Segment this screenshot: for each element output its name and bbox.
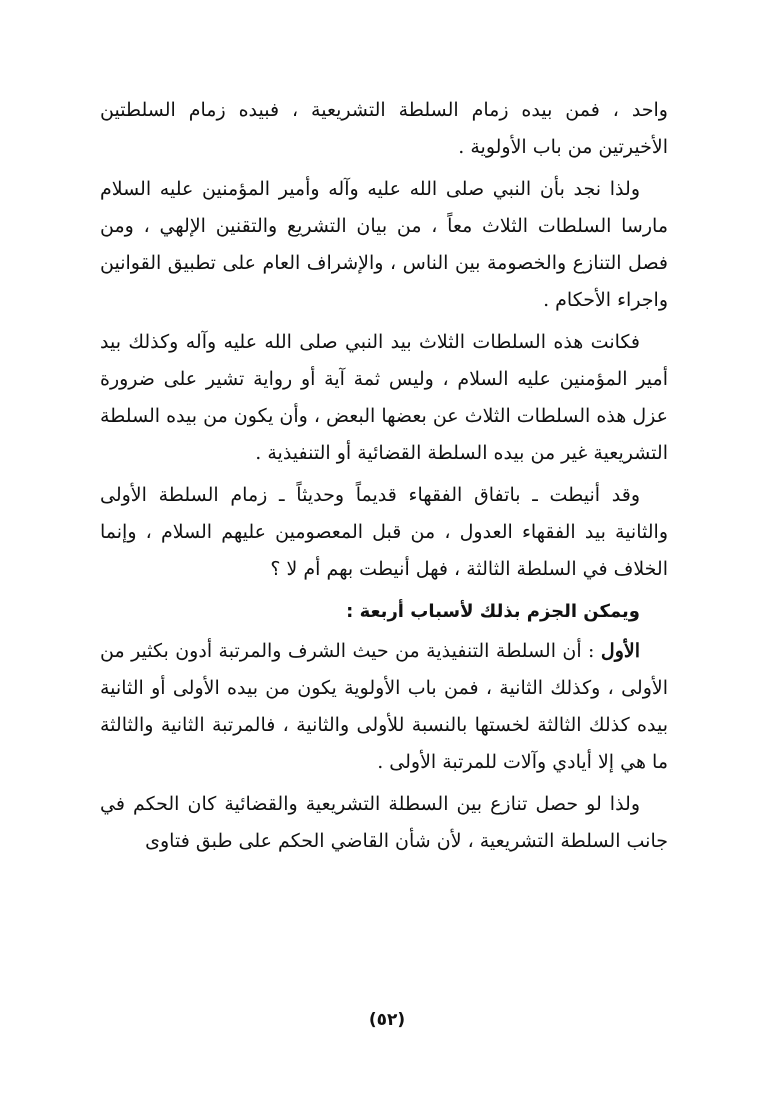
section-heading: ويمكن الجزم بذلك لأسباب أربعة :	[346, 601, 640, 622]
paragraph-conflict: ولذا لو حصل تنازع بين السطلة التشريعية والقضائية كان الحكم في جانب السلطة التشريعية ، لأن شأن القاضي الحكم على طبق فتاوى	[100, 793, 668, 852]
body-text	[100, 92, 668, 865]
page-number: (٥٢)	[368, 1010, 406, 1030]
paragraph-jurists: وقد أنيطت ـ باتفاق الفقهاء قديماً وحديثاً ـ زمام السلطة الأولى والثانية بيد الفقهاء العدول ، من قبل المعصومين عليهم السلام ، وإنما الخلاف في السلطة الثالثة ، فهل أنيطت بهم أم لا ؟	[100, 484, 668, 580]
first-reason-lead: الأول	[600, 640, 640, 662]
paragraph-three-authorities: فكانت هذه السلطات الثلاث بيد النبي صلى الله عليه وآله وكذلك بيد أمير المؤمنين عليه السلام ، وليس ثمة آية أو رواية تشير على ضرورة عزل هذه السلطات الثلاث عن بعضها البعض ، وأن يكون من بيده السلطة التشريعية غير من بيده السلطة القضائية أو التنفيذية .	[100, 331, 668, 464]
paragraph-continuation: واحد ، فمن بيده زمام السلطة التشريعية ، فبيده زمام السلطتين الأخيرتين من باب الأولوية .	[100, 99, 668, 158]
paragraph-first-reason: الأول : أن السلطة التنفيذية من حيث الشرف والمرتبة أدون بكثير من الأولى ، وكذلك الثانية ، فمن باب الأولوية يكون من بيده الأولى أو الثانية بيده كذلك الثالثة لخستها بالنسبة للأولى والثانية ، فالمرتبة الثانية والثالثة ما هي إلا أيادي وآلات للمرتبة الأولى .	[100, 640, 668, 773]
paragraph-prophet-authorities: ولذا نجد بأن النبي صلى الله عليه وآله وأمير المؤمنين عليه السلام مارسا السلطات الثلاث معاً ، من بيان التشريع والتقنين الإلهي ، ومن فصل التنازع والخصومة بين الناس ، والإشراف العام على تطبيق القوانين واجراء الأحكام .	[100, 178, 668, 311]
